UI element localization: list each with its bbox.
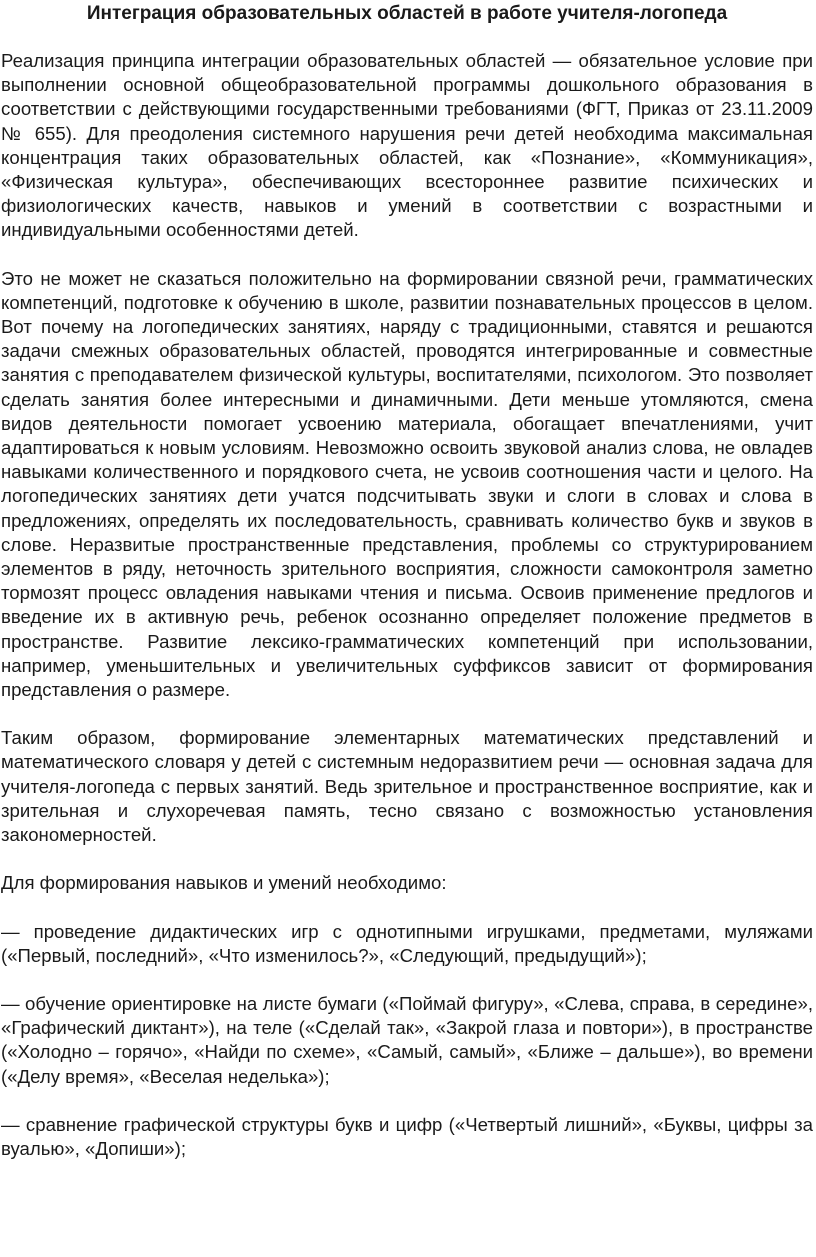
list-item-didactic-games: — проведение дидактических игр с однотипными игрушками, предметами, муляжами («Первый, последний», «Что изменилось?», «Следующий, предыдущий»); [1,920,813,966]
paragraph-effects: Это не может не сказаться положительно на формировании связной речи, грамматических компетенций, подготовке к обучению в школе, развитии познавательных процессов в целом. Вот почему на логопедических занятиях, наряду с традиционными, ставятся и решаются задачи смежных образовательных областей, проводятся интегрированные и совместные занятия с преподавателем физической культуры, воспитателями, психологом. Это позволяет сделать занятия более интересными и динамичными. Дети меньше утомляются, смена видов деятельности помогает усвоению материала, обогащает впечатлениями, учит адаптироваться к новым условиям. Невозможно освоить звуковой анализ слова, не овладев навыками количественного и порядкового счета, не усвоив соотношения части и целого. На логопедических занятиях дети учатся подсчитывать звуки и слоги в словах и слова в предложениях, определять их последовательность, сравнивать количество букв и звуков в слове. Неразвитые пространственные представления, проблемы со структурированием элементов в ряду, неточность зрительного восприятия, сложности самоконтроля заметно тормозят процесс овладения навыками чтения и письма. Освоив применение предлогов и введение их в активную речь, ребенок осознанно определяет положение предметов в пространстве. Развитие лексико-грамматических компетенций при использовании, например, уменьшительных и увеличительных суффиксов зависит от формирования представления о размере. [1,267,813,701]
paragraph-list-intro: Для формирования навыков и умений необходимо: [1,872,447,894]
paragraph-conclusion: Таким образом, формирование элементарных математических представлений и математического словаря у детей с системным недоразвитием речи — основная задача для учителя-логопеда с первых занятий. Ведь зрительное и пространственное восприятие, как и зрительная и слухоречевая память, тесно связано с возможностью установления закономерностей. [1,727,813,846]
list-item-orientation: — обучение ориентировке на листе бумаги («Поймай фигуру», «Слева, справа, в середине», «Графический диктант»), на теле («Сделай так», «Закрой глаза и повтори»), в пространстве («Холодно – горячо», «Найди по схеме», «Самый, самый», «Ближе – дальше»), во времени («Делу время», «Веселая неделька»); [1,992,813,1087]
paragraph-intro: Реализация принципа интеграции образовательных областей — обязательное условие при выполнении основной общеобразовательной программы дошкольного образования в соответствии с действующими государственными требованиями (ФГТ, Приказ от 23.11.2009 № 655). Для преодоления системного нарушения речи детей необходима максимальная концентрация таких образовательных областей, как «Познание», «Коммуникация», «Физическая культура», обеспечивающих всестороннее развитие психических и физиологических качеств, навыков и умений в соответствии с возрастными и индивидуальными особенностями детей. [1,50,813,241]
document-title: Интеграция образовательных областей в работе учителя-логопеда [86,3,728,24]
document-body [1,49,813,1161]
list-item-letters-digits: — сравнение графической структуры букв и цифр («Четвертый лишний», «Буквы, цифры за вуалью», «Допиши»); [1,1113,813,1159]
